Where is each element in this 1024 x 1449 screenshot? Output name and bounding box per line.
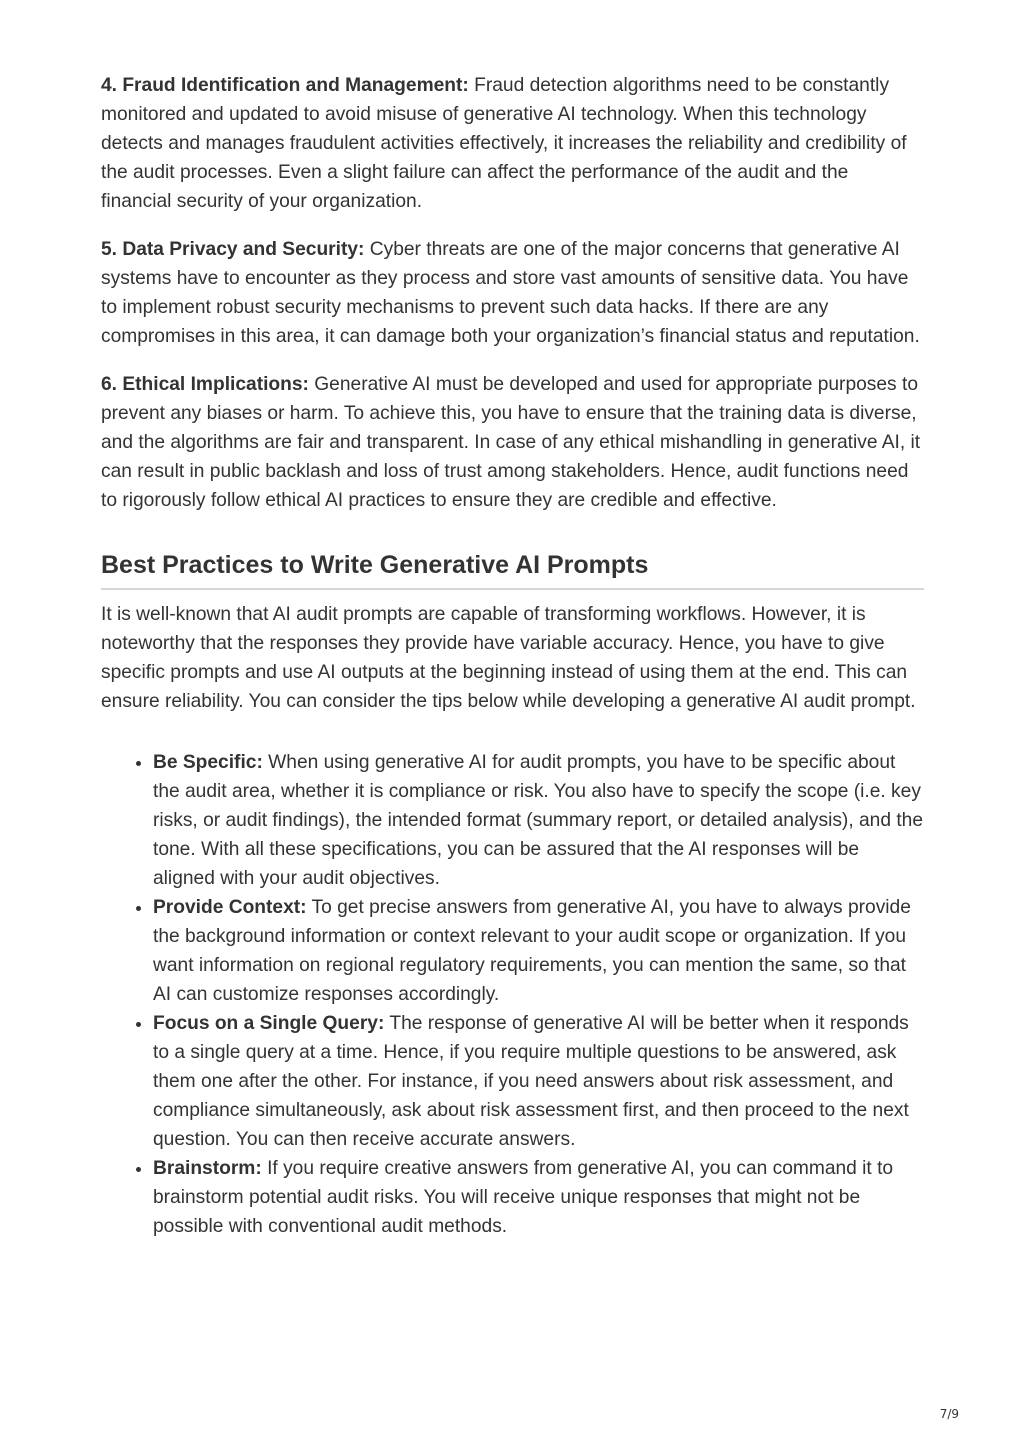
tip-title: Provide Context: [153,897,307,918]
tip-text: When using generative AI for audit prompts, you have to be specific about the audit area, whether it is compliance or risk. You also have to specify the scope (i.e. key risks, or audit findings), the intended format (summary report, or detailed analysis), and the tone. With all these specifications, you can be assured that the AI responses will be aligned with your audit objectives. [153,752,923,889]
section-heading: Best Practices to Write Generative AI Prompts [101,549,924,590]
paragraph-ethical-implications [101,370,924,515]
tip-title: Focus on a Single Query: [153,1013,385,1034]
tip-title: Be Specific: [153,752,263,773]
paragraph-text: Generative AI must be developed and used for appropriate purposes to prevent any biases or harm. To achieve this, you have to ensure that the training data is diverse, and the algorithms are fair and transparent. In case of any ethical mishandling in generative AI, it can result in public backlash and loss of trust among stakeholders. Hence, audit functions need to rigorously follow ethical AI practices to ensure they are credible and effective. [101,374,921,511]
paragraph-fraud-identification [101,71,924,216]
section-intro: It is well-known that AI audit prompts are capable of transforming workflows. However, it is noteworthy that the responses they provide have variable accuracy. Hence, you have to give specific prompts and use AI outputs at the beginning instead of using them at the end. This can ensure reliability. You can consider the tips below while developing a generative AI audit prompt. [101,604,916,712]
paragraph-text: Cyber threats are one of the major concerns that generative AI systems have to encounter as they process and store vast amounts of sensitive data. You have to implement robust security mechanisms to prevent such data hacks. If there are any compromises in this area, it can damage both your organization’s financial status and reputation. [101,239,920,347]
paragraph-text: Fraud detection algorithms need to be constantly monitored and updated to avoid misuse of generative AI technology. When this technology detects and manages fraudulent activities effectively, it increases the reliability and credibility of the audit processes. Even a slight failure can affect the performance of the audit and the financial security of your organization. [101,75,907,212]
paragraph-title: 5. Data Privacy and Security: [101,239,365,260]
tip-title: Brainstorm: [153,1158,262,1179]
tip-text: To get precise answers from generative AI, you have to always provide the background information or context relevant to your audit scope or organization. If you want information on regional regulatory requirements, you can mention the same, so that AI can customize responses accordingly. [153,897,911,1005]
list-item-brainstorm [153,1154,924,1241]
tip-text: If you require creative answers from generative AI, you can command it to brainstorm potential audit risks. You will receive unique responses that might not be possible with conventional audit methods. [153,1158,894,1237]
list-item-single-query [153,1009,924,1154]
page-number: 7/9 [939,1407,959,1421]
list-item-provide-context [153,893,924,1009]
paragraph-data-privacy [101,235,924,351]
paragraph-title: 4. Fraud Identification and Management: [101,75,469,96]
tip-text: The response of generative AI will be better when it responds to a single query at a time. Hence, if you require multiple questions to be answered, ask them one after the other. For instance, if you need answers about risk assessment, and compliance simultaneously, ask about risk assessment first, and then proceed to the next question. You can then receive accurate answers. [153,1013,909,1150]
document-page [101,71,924,1241]
paragraph-title: 6. Ethical Implications: [101,374,309,395]
list-item-be-specific [153,748,924,893]
tips-list [101,748,924,1241]
